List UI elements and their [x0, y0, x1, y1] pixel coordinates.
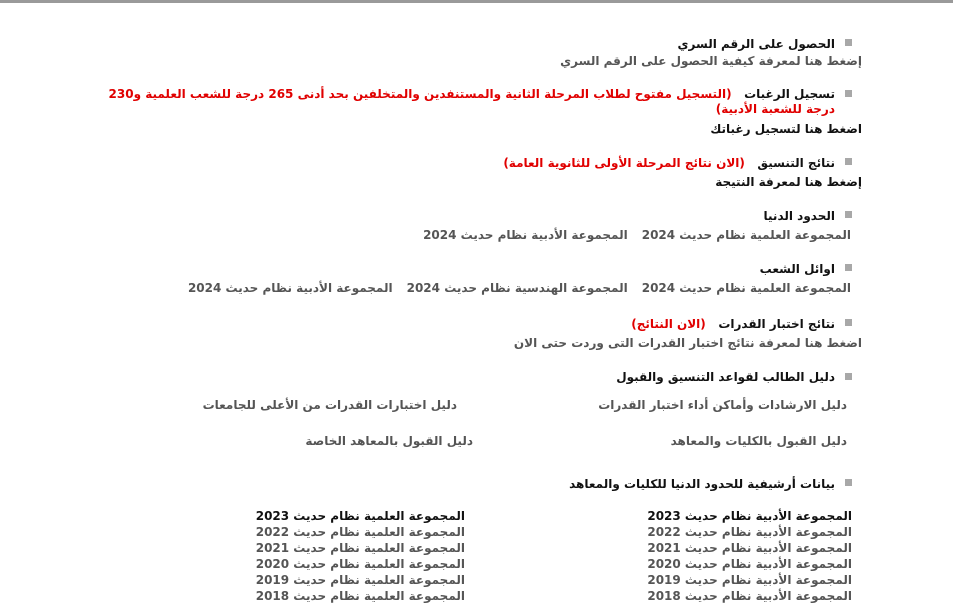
- bullet-icon: [845, 479, 852, 486]
- guide-link-instructions[interactable]: دليل الارشادات وأماكن أداء اختبار القدرات: [598, 398, 847, 412]
- archive-scientific-2021[interactable]: المجموعة العلمية نظام حديث 2021: [255, 541, 465, 555]
- results-link[interactable]: إضغط هنا لمعرفة النتيجة: [715, 175, 862, 189]
- guide-link-aptitude-tests[interactable]: دليل اختبارات القدرات من الأعلى للجامعات: [202, 398, 457, 412]
- archive-scientific-2023[interactable]: المجموعة العلمية نظام حديث 2023: [255, 509, 465, 523]
- section-title-toppers: اوائل الشعب: [759, 262, 835, 276]
- archive-literary-2018[interactable]: المجموعة الأدبية نظام حديث 2018: [647, 589, 852, 603]
- bullet-icon: [845, 373, 852, 380]
- bullet-icon: [845, 319, 852, 326]
- section-title-aptitude: نتائج اختبار القدرات: [718, 317, 835, 331]
- guide-link-private-institutes[interactable]: دليل القبول بالمعاهد الخاصة: [305, 434, 473, 448]
- section-title-minimums: الحدود الدنيا: [763, 209, 835, 223]
- section-title-guide: دليل الطالب لقواعد التنسيق والقبول: [616, 370, 835, 384]
- bullet-icon: [845, 158, 852, 165]
- archive-literary-list: [647, 508, 852, 604]
- aptitude-note: (الان النتائج): [631, 317, 706, 331]
- bullet-icon: [845, 211, 852, 218]
- section-results: [503, 156, 835, 170]
- archive-literary-2020[interactable]: المجموعة الأدبية نظام حديث 2020: [647, 557, 852, 571]
- guide-link-colleges[interactable]: دليل القبول بالكليات والمعاهد: [670, 434, 847, 448]
- section-title-wishes: تسجيل الرغبات: [744, 87, 835, 101]
- wishes-link[interactable]: اضغط هنا لتسجيل رغباتك: [710, 122, 862, 136]
- section-title-pin: الحصول على الرقم السري: [677, 37, 835, 51]
- top-border: [0, 0, 953, 3]
- archive-scientific-2019[interactable]: المجموعة العلمية نظام حديث 2019: [255, 573, 465, 587]
- section-title-archive: بيانات أرشيفية للحدود الدنيا للكليات والمعاهد: [569, 477, 835, 491]
- toppers-scientific-link[interactable]: المجموعة العلمية نظام حديث 2024: [641, 281, 851, 295]
- section-wishes: [82, 87, 862, 117]
- minimums-literary-2024-link[interactable]: المجموعة الأدبية نظام حديث 2024: [423, 228, 628, 242]
- archive-literary-2021[interactable]: المجموعة الأدبية نظام حديث 2021: [647, 541, 852, 555]
- archive-literary-2019[interactable]: المجموعة الأدبية نظام حديث 2019: [647, 573, 852, 587]
- wishes-note: (التسجيل مفتوح لطلاب المرحلة الثانية والمستنفدين والمتخلفين بحد أدنى 265 درجة للشعب العلمية و230 درجة للشعبة الأدبية): [108, 87, 835, 116]
- minimums-links: [409, 228, 851, 242]
- bullet-icon: [845, 39, 852, 46]
- archive-literary-2022[interactable]: المجموعة الأدبية نظام حديث 2022: [647, 525, 852, 539]
- archive-scientific-2022[interactable]: المجموعة العلمية نظام حديث 2022: [255, 525, 465, 539]
- section-title-results: نتائج التنسيق: [757, 156, 835, 170]
- toppers-engineering-link[interactable]: المجموعة الهندسية نظام حديث 2024: [406, 281, 628, 295]
- section-aptitude: [631, 317, 835, 331]
- toppers-links: [174, 281, 851, 295]
- aptitude-link[interactable]: اضغط هنا لمعرفة نتائج اختبار القدرات التى وردت حتى الان: [513, 336, 862, 350]
- minimums-scientific-2024-link[interactable]: المجموعة العلمية نظام حديث 2024: [641, 228, 851, 242]
- results-note: (الان نتائج المرحلة الأولى للثانوية العامة): [503, 156, 745, 170]
- archive-scientific-2020[interactable]: المجموعة العلمية نظام حديث 2020: [255, 557, 465, 571]
- toppers-literary-link[interactable]: المجموعة الأدبية نظام حديث 2024: [187, 281, 393, 295]
- pin-link[interactable]: إضغط هنا لمعرفة كيفية الحصول على الرقم السري: [560, 54, 862, 68]
- archive-scientific-list: [256, 508, 465, 604]
- archive-scientific-2018[interactable]: المجموعة العلمية نظام حديث 2018: [255, 589, 465, 603]
- bullet-icon: [845, 264, 852, 271]
- archive-literary-2023[interactable]: المجموعة الأدبية نظام حديث 2023: [647, 509, 852, 523]
